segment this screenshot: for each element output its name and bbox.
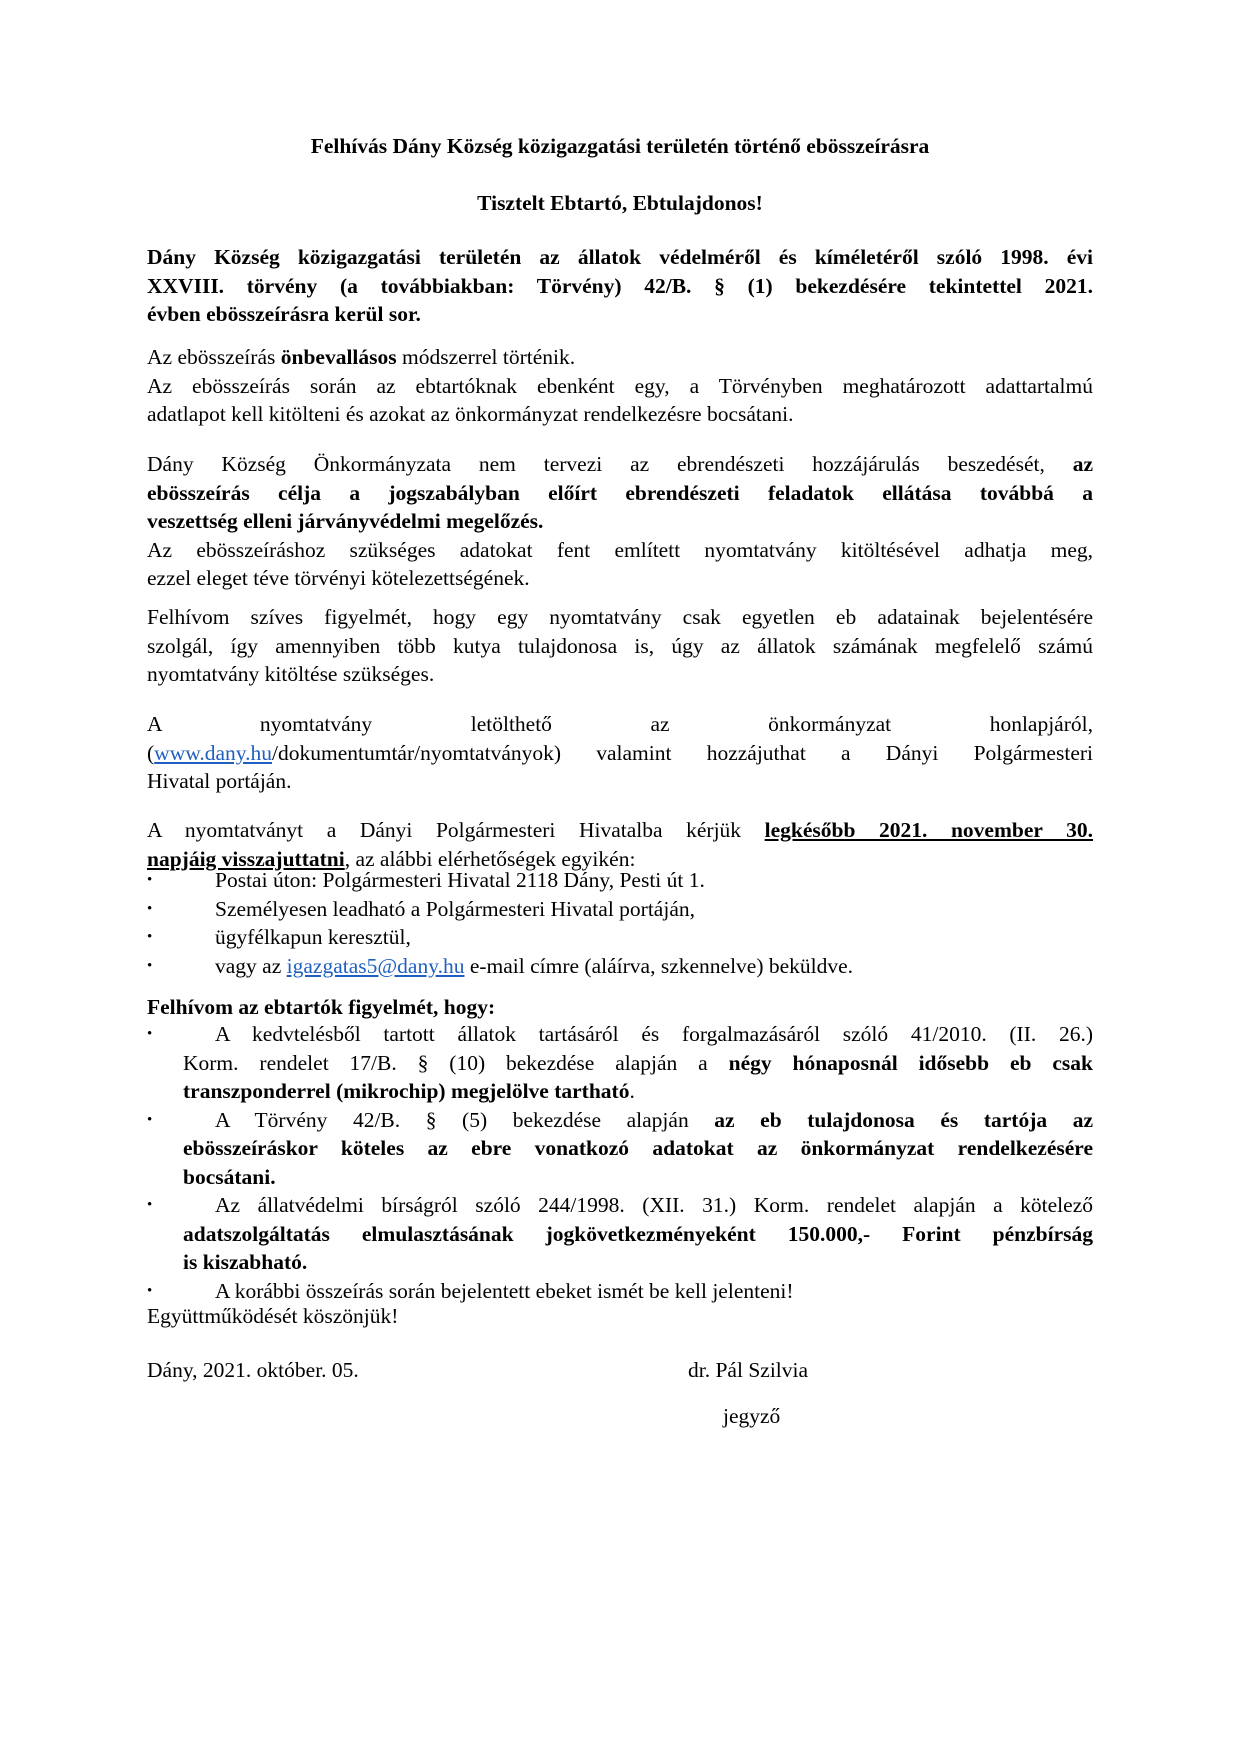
text: adatlapot kell kitölteni és azokat az önkormányzat rendelkezésre bocsátani.: [147, 402, 794, 426]
deadline-emphasis: legkésőbb 2021. november 30.: [764, 818, 1093, 842]
text: Hivatal portáján.: [147, 769, 292, 793]
notice-heading: Felhívom az ebtartók figyelmét, hogy:: [147, 995, 496, 1019]
emphasis: bocsátani.: [183, 1164, 276, 1189]
text: Az ebösszeírás: [147, 345, 281, 369]
text: , az alábbi elérhetőségek egyikén:: [344, 846, 636, 871]
text: (: [147, 740, 155, 765]
website-link[interactable]: www.dany.hu: [154, 740, 273, 765]
emphasis: az: [1072, 452, 1093, 476]
bullet-icon: •: [147, 872, 153, 888]
text: Korm. rendelet 17/B. § (10) bekezdése alapján a: [183, 1050, 729, 1075]
emphasis: veszettség elleni járványvédelmi megelőzés.: [147, 509, 544, 533]
emphasis: az eb tulajdonosa és tartója az: [714, 1107, 1093, 1132]
list-item-text: ügyfélkapun keresztül,: [215, 925, 411, 949]
signer-name: dr. Pál Szilvia: [688, 1358, 809, 1382]
list-item-text: Személyesen leadható a Polgármesteri Hivatal portáján,: [215, 896, 695, 921]
paragraph-download: [147, 710, 1093, 796]
paragraph-form-usage: [147, 603, 1093, 689]
text: .: [629, 1079, 635, 1103]
text: e-mail címre (aláírva, szkennelve) beküldve.: [464, 953, 854, 978]
text: A Törvény 42/B. § (5) bekezdése alapján: [215, 1107, 715, 1132]
date-line: Dány, 2021. október. 05.: [147, 1358, 359, 1382]
emphasis: ebösszeíráskor köteles az ebre vonatkozó adatokat az önkormányzat rendelkezésére: [183, 1136, 1093, 1160]
emphasis: adatszolgáltatás elmulasztásának jogkövetkezményeként 150.000,- Forint pénzbírság: [183, 1221, 1093, 1246]
list-item-text: A korábbi összeírás során bejelentett ebeket ismét be kell jelenteni!: [215, 1278, 794, 1303]
text: vagy az: [215, 953, 287, 978]
signer-title: jegyző: [723, 1404, 781, 1428]
text: Felhívom szíves figyelmét, hogy egy nyomtatvány csak egyetlen eb adatainak bejelentésére: [147, 605, 1093, 629]
intro-line: XXVIII. törvény (a továbbiakban: Törvény) 42/B. § (1) bekezdésére tekintettel 2021.: [147, 273, 1093, 298]
list-item: [147, 866, 1093, 895]
list-item: [147, 1106, 1093, 1192]
email-link[interactable]: igazgatas5@dany.hu: [286, 953, 465, 978]
emphasis: transzponderrel (mikrochip) megjelölve tartható: [183, 1079, 630, 1103]
emphasis: ebösszeírás célja a jogszabályban előírt ebrendészeti feladatok ellátása továbbá a: [147, 480, 1093, 505]
text: nyomtatvány kitöltése szükséges.: [147, 662, 435, 686]
bullet-icon: •: [147, 929, 153, 945]
list-item: [147, 952, 1093, 981]
text: ezzel eleget téve törvényi kötelezettségének.: [147, 566, 530, 590]
text: módszerrel történik.: [396, 345, 576, 369]
text: Az ebösszeírás során az ebtartóknak ebenként egy, a Törvényben meghatározott adattartalmú: [147, 373, 1093, 398]
document-title: Felhívás Dány Község közigazgatási területén történő ebösszeírásra: [310, 134, 930, 158]
text: Dány Község Önkormányzata nem tervezi az ebrendészeti hozzájárulás beszedését,: [147, 452, 1073, 476]
list-item: [147, 923, 1093, 952]
closing-text: Együttműködését köszönjük!: [147, 1304, 399, 1328]
intro-line: évben ebösszeírásra kerül sor.: [147, 302, 421, 326]
intro-line: Dány Község közigazgatási területén az állatok védelméről és kíméletéről szóló 1998. évi: [147, 245, 1093, 269]
text: Az ebösszeíráshoz szükséges adatokat fent említett nyomtatvány kitöltésével adhatja meg,: [147, 537, 1093, 562]
list-item: [147, 1020, 1093, 1106]
text: A kedvtelésből tartott állatok tartásáról és forgalmazásáról szóló 41/2010. (II. 26.): [215, 1022, 1093, 1046]
list-item: [147, 1191, 1093, 1277]
paragraph-method: [147, 343, 1093, 429]
bullet-icon: •: [147, 957, 153, 974]
list-item-text: Postai úton: Polgármesteri Hivatal 2118 Dány, Pesti út 1.: [215, 868, 705, 892]
list-item: [147, 1277, 1093, 1306]
paragraph-deadline: [147, 816, 1093, 873]
bullet-icon: •: [147, 1026, 153, 1042]
text: Az állatvédelmi bírságról szóló 244/1998. (XII. 31.) Korm. rendelet alapján a kötelező: [215, 1193, 1093, 1217]
text: A nyomtatványt a Dányi Polgármesteri Hivatalba kérjük: [147, 818, 765, 842]
bullet-icon: •: [147, 1282, 153, 1299]
bullet-icon: •: [147, 1197, 153, 1213]
emphasis: négy hónaposnál idősebb eb csak: [728, 1050, 1093, 1075]
deadline-emphasis: napjáig visszajuttatni: [147, 846, 345, 871]
text: A nyomtatvány letölthető az önkormányzat honlapjáról,: [147, 712, 1093, 736]
salutation: Tisztelt Ebtartó, Ebtulajdonos!: [477, 191, 763, 215]
emphasis: is kiszabható.: [183, 1250, 308, 1274]
bullet-icon: •: [147, 900, 153, 917]
text: /dokumentumtár/nyomtatványok) valamint hozzájuthat a Dányi Polgármesteri: [272, 740, 1093, 765]
contact-list: [147, 866, 1093, 980]
list-item: [147, 895, 1093, 924]
paragraph-purpose: [147, 450, 1093, 593]
emphasis: önbevallásos: [280, 345, 397, 369]
bullet-icon: •: [147, 1111, 153, 1128]
text: szolgál, így amennyiben több kutya tulajdonosa is, úgy az állatok számának megfelelő számú: [147, 633, 1093, 658]
intro-paragraph: [147, 243, 1093, 329]
notice-list: [147, 1020, 1093, 1305]
